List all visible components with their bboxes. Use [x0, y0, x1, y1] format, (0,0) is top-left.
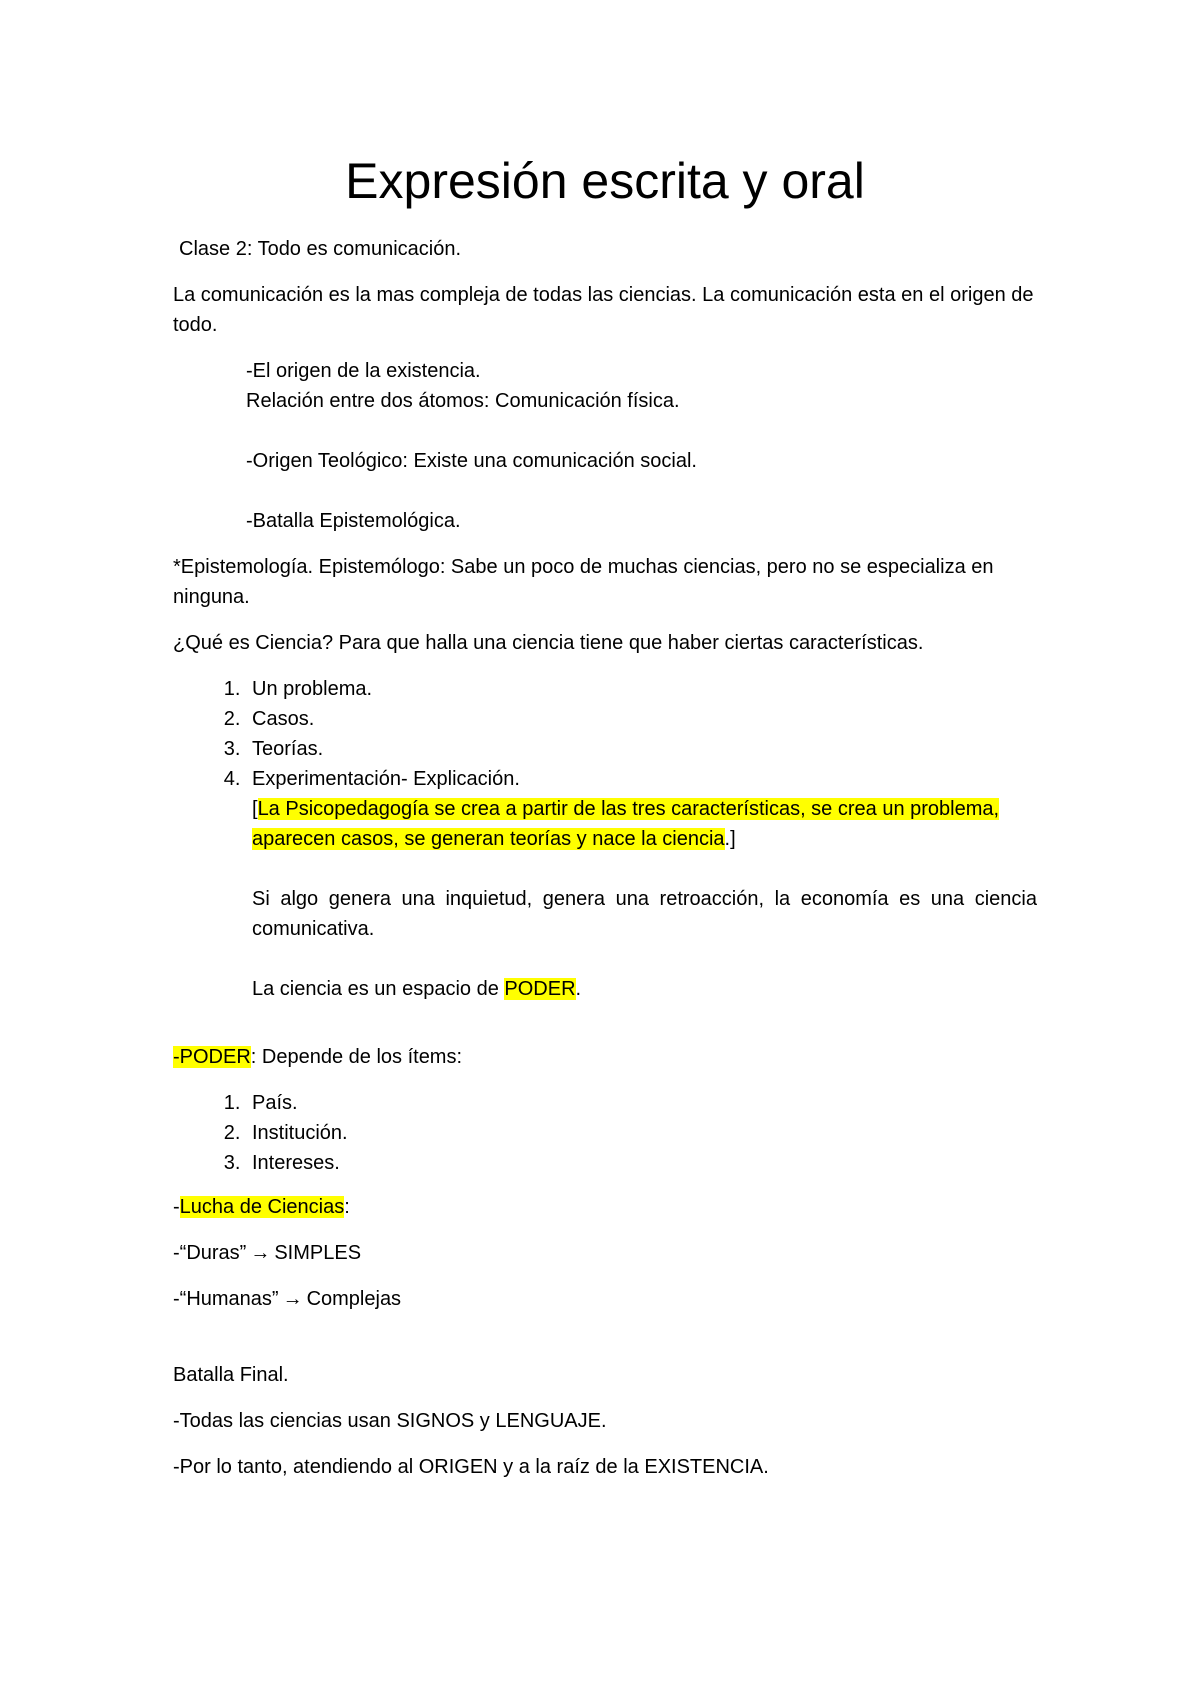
power-heading-highlight: -PODER — [173, 1046, 251, 1068]
psychopedagogy-highlight: La Psicopedagogía se crea a partir de las tres características, se crea un problema, aparecen casos, se generan teorías y nace la ciencia — [252, 798, 1000, 850]
origin-existence-detail: Relación entre dos átomos: Comunicación física. — [246, 390, 680, 412]
power-statement — [252, 974, 1037, 1004]
final-battle: Batalla Final. — [173, 1364, 289, 1386]
human-sciences-label: -“Humanas” — [173, 1288, 279, 1310]
struggle-highlight: Lucha de Ciencias — [179, 1196, 345, 1218]
struggle-dash: - — [173, 1196, 180, 1218]
origin-existence: -El origen de la existencia. — [246, 360, 481, 382]
struggle-colon: : — [344, 1196, 350, 1218]
characteristics-notes — [252, 794, 1037, 1004]
list-item: 2. Institución. — [246, 1118, 1037, 1148]
list-item: 2. Casos. — [246, 704, 1037, 734]
power-heading — [173, 1042, 1037, 1072]
power-heading-text: : Depende de los ítems: — [250, 1046, 463, 1068]
origin-epistemological: -Batalla Epistemológica. — [246, 510, 461, 532]
power-statement-end: . — [575, 978, 582, 1000]
class-subtitle: Clase 2: Todo es comunicación. — [179, 238, 462, 260]
list-item: 3. Intereses. — [246, 1148, 1037, 1178]
list-item: 1. País. — [246, 1088, 1037, 1118]
list-item: 4. Experimentación- Explicación. — [246, 764, 1037, 794]
arrow-right-icon: → — [250, 1242, 271, 1264]
human-sciences-line — [173, 1284, 1037, 1314]
signs-language-line: -Todas las ciencias usan SIGNOS y LENGUAJE. — [173, 1410, 607, 1432]
conclusion-line: -Por lo tanto, atendiendo al ORIGEN y a la raíz de la EXISTENCIA. — [173, 1456, 769, 1478]
intro-paragraph: La comunicación es la mas compleja de todas las ciencias. La comunicación esta en el origen de todo. — [173, 284, 1034, 336]
characteristics-list — [173, 674, 1037, 794]
close-bracket: .] — [724, 828, 736, 850]
list-item: 1. Un problema. — [246, 674, 1037, 704]
science-question: ¿Qué es Ciencia? Para que halla una ciencia tiene que haber ciertas características. — [173, 632, 924, 654]
power-highlight: PODER — [504, 978, 576, 1000]
document-body — [173, 146, 1037, 1498]
hard-sciences-value: SIMPLES — [274, 1242, 362, 1264]
hard-sciences-line — [173, 1238, 1037, 1268]
origin-theological: -Origen Teológico: Existe una comunicación social. — [246, 450, 697, 472]
list-item: 3. Teorías. — [246, 734, 1037, 764]
document-title: Expresión escrita y oral — [345, 153, 865, 209]
psychopedagogy-note — [252, 794, 1037, 854]
hard-sciences-label: -“Duras” — [173, 1242, 247, 1264]
epistemology-note: *Epistemología. Epistemólogo: Sabe un poco de muchas ciencias, pero no se especializa en ninguna. — [173, 556, 994, 608]
economy-note: Si algo genera una inquietud, genera una retroacción, la economía es una ciencia comunicativa. — [252, 888, 1037, 940]
human-sciences-value: Complejas — [306, 1288, 402, 1310]
struggle-heading — [173, 1192, 1037, 1222]
arrow-right-icon: → — [282, 1288, 303, 1310]
power-statement-text: La ciencia es un espacio de — [252, 978, 505, 1000]
power-items-list — [173, 1088, 1037, 1178]
open-bracket: [ — [252, 798, 258, 820]
